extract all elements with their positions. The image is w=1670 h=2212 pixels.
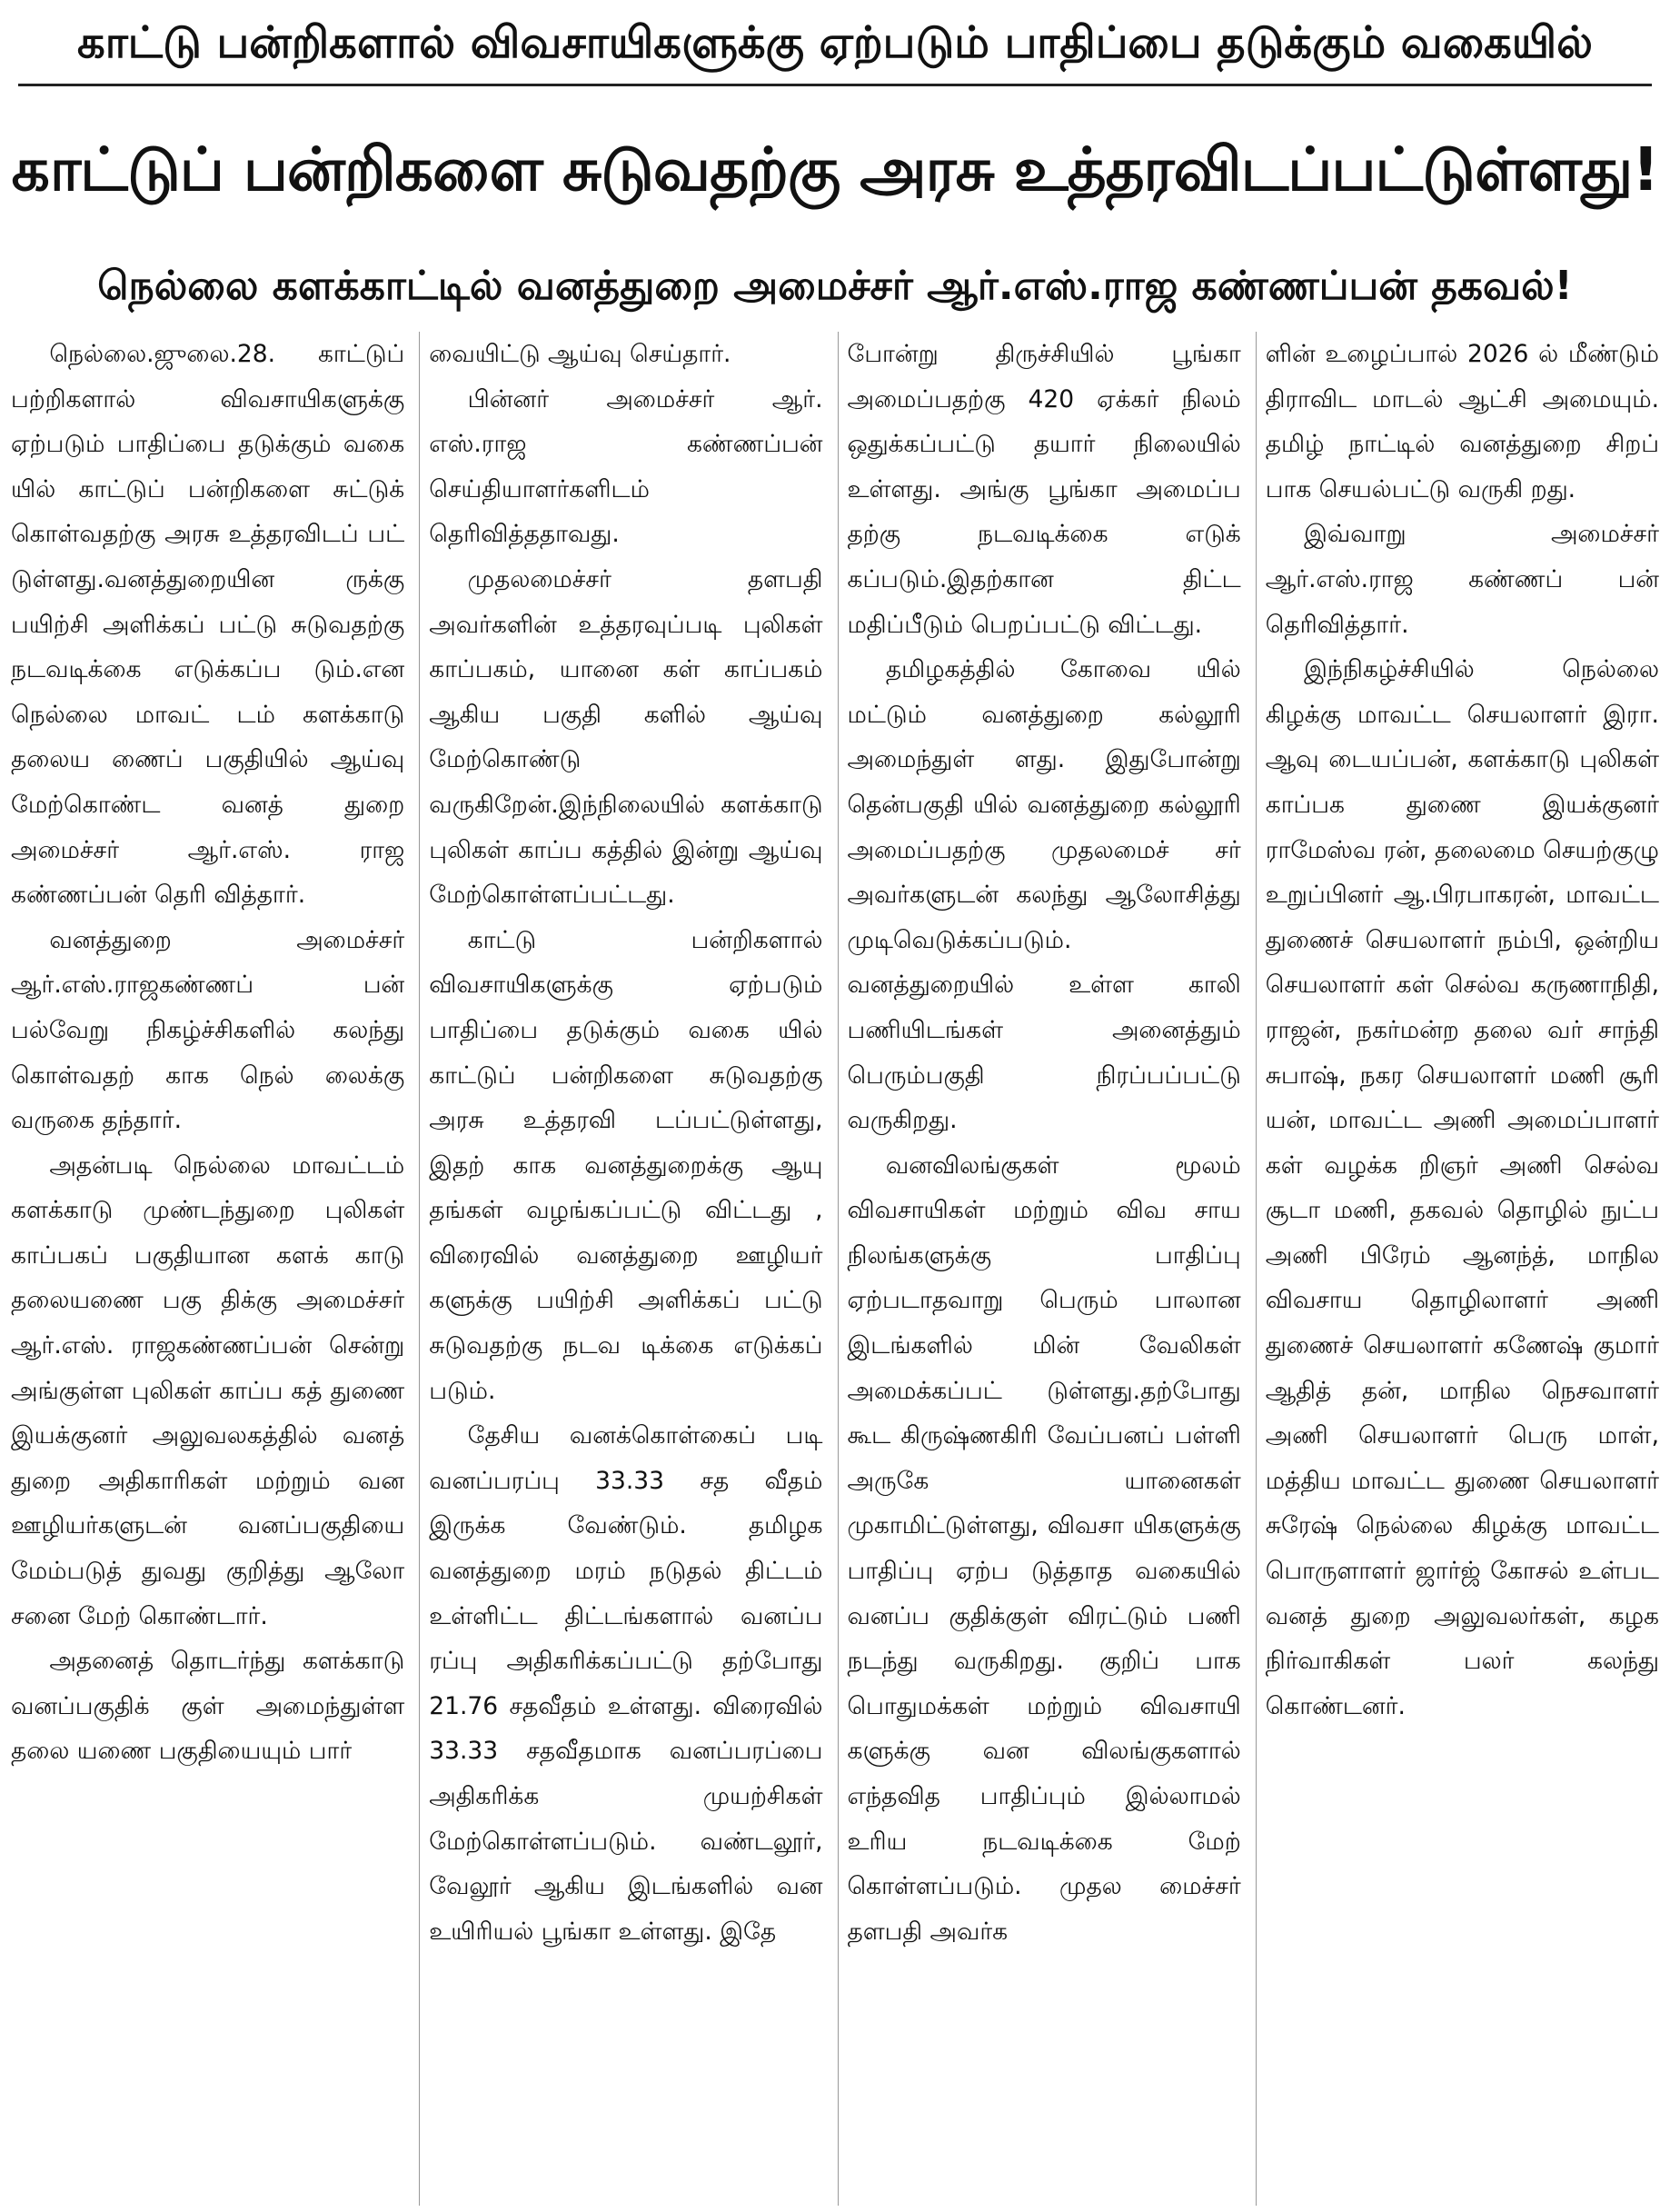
paragraph: இந்நிகழ்ச்சியில் நெல்லை கிழக்கு மாவட்ட செயலாளர் இரா. ஆவு டையப்பன், களக்காடு புலிகள் காப்பக துணை இயக்குனர் ராமேஸ்வ ரன், தலைமை செயற்குழு உறுப்பினர் ஆ.பிரபாகரன், மாவட்ட துணைச் செயலாளர் நம்பி, ஒன்றிய செயலாளர் கள் செல்வ கருணாநிதி, ராஜன், நகர்மன்ற தலை வர் சாந்தி சுபாஷ், நகர செயலாளர் மணி சூரி யன், மாவட்ட அணி அமைப்பாளர் கள் வழக்க றிஞர் அணி செல்வ சூடா மணி, தகவல் தொழில் நுட்ப அணி பிரேம் ஆனந்த், மாநில விவசாய தொழிலாளர் அணி துணைச் செயலாளர் கணேஷ் குமார் ஆதித் தன், மாநில நெசவாளர் அணி செயலாளர் பெரு மாள், மத்திய மாவட்ட துணை செயலாளர் சுரேஷ் நெல்லை கிழக்கு மாவட்ட பொருளாளர் ஜார்ஜ் கோசல் உள்பட வனத் துறை அலுவலர்கள், கழக நிர்வாகிகள் பலர் கலந்து கொண்டனர். xyxy=(1265,655,1659,1720)
header-rule xyxy=(18,84,1652,86)
article-column-3 xyxy=(838,332,1245,2206)
paragraph: அதன்படி நெல்லை மாவட்டம் களக்காடு முண்டந்துறை புலிகள் காப்பகப் பகுதியான களக் காடு தலையணை பகு திக்கு அமைச்சர் ஆர்.எஸ். ராஜகண்ணப்பன் சென்று அங்குள்ள புலிகள் காப்ப கத் துணை இயக்குனர் அலுவலகத்தில் வனத் துறை அதிகாரிகள் மற்றும் வன ஊழியர்களுடன் வனப்பகுதியை மேம்படுத் துவது குறித்து ஆலோ சனை மேற் கொண்டார். xyxy=(11,1151,405,1630)
paragraph: தேசிய வனக்கொள்கைப் படி வனப்பரப்பு 33.33 சத வீதம் இருக்க வேண்டும். தமிழக வனத்துறை மரம் நடுதல் திட்டம் உள்ளிட்ட திட்டங்களால் வனப்ப ரப்பு அதிகரிக்கப்பட்டு தற்போது 21.76 சதவீதம் உள்ளது. விரைவில் 33.33 சதவீதமாக வனப்பரப்பை அதிகரிக்க முயற்சிகள் மேற்கொள்ளப்படும். வண்டலூர், வேலூர் ஆகிய இடங்களில் வன உயிரியல் பூங்கா உள்ளது. இதே xyxy=(429,1421,823,1946)
paragraph: இவ்வாறு அமைச்சர் ஆர்.எஸ்.ராஜ கண்ணப் பன் தெரிவித்தார். xyxy=(1265,520,1659,639)
article-column-1 xyxy=(7,332,408,2206)
article-headline: காட்டுப் பன்றிகளை சுடுவதற்கு அரசு உத்தரவிடப்பட்டுள்ளது! xyxy=(11,135,1659,204)
article-column-4 xyxy=(1256,332,1663,2206)
article-column-2 xyxy=(419,332,826,2206)
paragraph: நெல்லை.ஜுலை.28. காட்டுப் பற்றிகளால் விவசாயிகளுக்கு ஏற்படும் பாதிப்பை தடுக்கும் வகை யில் காட்டுப் பன்றிகளை சுட்டுக் கொள்வதற்கு அரசு உத்தரவிடப் பட் டுள்ளது.வனத்துறையின ருக்கு பயிற்சி அளிக்கப் பட்டு சுடுவதற்கு நடவடிக்கை எடுக்கப்ப டும்.என நெல்லை மாவட் டம் களக்காடு தலைய ணைப் பகுதியில் ஆய்வு மேற்கொண்ட வனத் துறை அமைச்சர் ஆர்.எஸ். ராஜ கண்ணப்பன் தெரி வித்தார். xyxy=(11,340,405,910)
article-kicker: காட்டு பன்றிகளால் விவசாயிகளுக்கு ஏற்படும் பாதிப்பை தடுக்கும் வகையில் xyxy=(77,17,1593,68)
paragraph: வனவிலங்குகள் மூலம் விவசாயிகள் மற்றும் விவ சாய நிலங்களுக்கு பாதிப்பு ஏற்படாதவாறு பெரும் பாலான இடங்களில் மின் வேலிகள் அமைக்கப்பட் டுள்ளது.தற்போது கூட கிருஷ்ணகிரி வேப்பனப் பள்ளி அருகே யானைகள் முகாமிட்டுள்ளது, விவசா யிகளுக்கு பாதிப்பு ஏற்ப டுத்தாத வகையில் வனப்ப குதிக்குள் விரட்டும் பணி நடந்து வருகிறது. குறிப் பாக பொதுமக்கள் மற்றும் விவசாயி களுக்கு வன விலங்குகளால் எந்தவித பாதிப்பும் இல்லாமல் உரிய நடவடிக்கை மேற் கொள்ளப்படும். முதல மைச்சர் தளபதி அவர்க xyxy=(847,1151,1241,1946)
article-body xyxy=(7,332,1663,2206)
paragraph: அதனைத் தொடர்ந்து களக்காடு வனப்பகுதிக் குள் அமைந்துள்ள தலை யணை பகுதியையும் பார் xyxy=(11,1647,405,1766)
paragraph: காட்டு பன்றிகளால் விவசாயிகளுக்கு ஏற்படும் பாதிப்பை தடுக்கும் வகை யில் காட்டுப் பன்றிகளை சுடுவதற்கு அரசு உத்தரவி டப்பட்டுள்ளது, இதற் காக வனத்துறைக்கு ஆயு தங்கள் வழங்கப்பட்டு விட்டது , விரைவில் வனத்துறை ஊழியர் களுக்கு பயிற்சி அளிக்கப் பட்டு சுடுவதற்கு நடவ டிக்கை எடுக்கப் படும். xyxy=(429,925,823,1405)
paragraph: வனத்துறை அமைச்சர் ஆர்.எஸ்.ராஜகண்ணப் பன் பல்வேறு நிகழ்ச்சிகளில் கலந்து கொள்வதற் காக நெல் லைக்கு வருகை தந்தார். xyxy=(11,925,405,1135)
paragraph: தமிழகத்தில் கோவை யில் மட்டும் வனத்துறை கல்லூரி அமைந்துள் ளது. இதுபோன்று தென்பகுதி யில் வனத்துறை கல்லூரி அமைப்பதற்கு முதலமைச் சர் அவர்களுடன் கலந்து ஆலோசித்து முடிவெடுக்கப்படும். வனத்துறையில் உள்ள காலி பணியிடங்கள் அனைத்தும் பெரும்பகுதி நிரப்பப்பட்டு வருகிறது. xyxy=(847,655,1241,1135)
paragraph: பின்னர் அமைச்சர் ஆர். எஸ்.ராஜ கண்ணப்பன் செய்தியாளர்களிடம் தெரிவித்ததாவது. xyxy=(429,384,823,549)
paragraph: ளின் உழைப்பால் 2026 ல் மீண்டும் திராவிட மாடல் ஆட்சி அமையும். தமிழ் நாட்டில் வனத்துறை சிறப் பாக செயல்பட்டு வருகி றது. xyxy=(1265,340,1659,503)
paragraph: போன்று திருச்சியில் பூங்கா அமைப்பதற்கு 420 ஏக்கர் நிலம் ஒதுக்கப்பட்டு தயார் நிலையில் உள்ளது. அங்கு பூங்கா அமைப்ப தற்கு நடவடிக்கை எடுக் கப்படும்.இதற்கான திட்ட மதிப்பீடும் பெறப்பட்டு விட்டது. xyxy=(847,340,1241,639)
article-subhead: நெல்லை களக்காட்டில் வனத்துறை அமைச்சர் ஆர்.எஸ்.ராஜ கண்ணப்பன் தகவல்! xyxy=(97,263,1573,309)
paragraph: முதலமைச்சர் தளபதி அவர்களின் உத்தரவுப்படி புலிகள் காப்பகம், யானை கள் காப்பகம் ஆகிய பகுதி களில் ஆய்வு மேற்கொண்டு வருகிறேன்.இந்நிலையில் களக்காடு புலிகள் காப்ப கத்தில் இன்று ஆய்வு மேற்கொள்ளப்பட்டது. xyxy=(429,564,823,910)
paragraph: வையிட்டு ஆய்வு செய்தார். xyxy=(429,340,731,368)
